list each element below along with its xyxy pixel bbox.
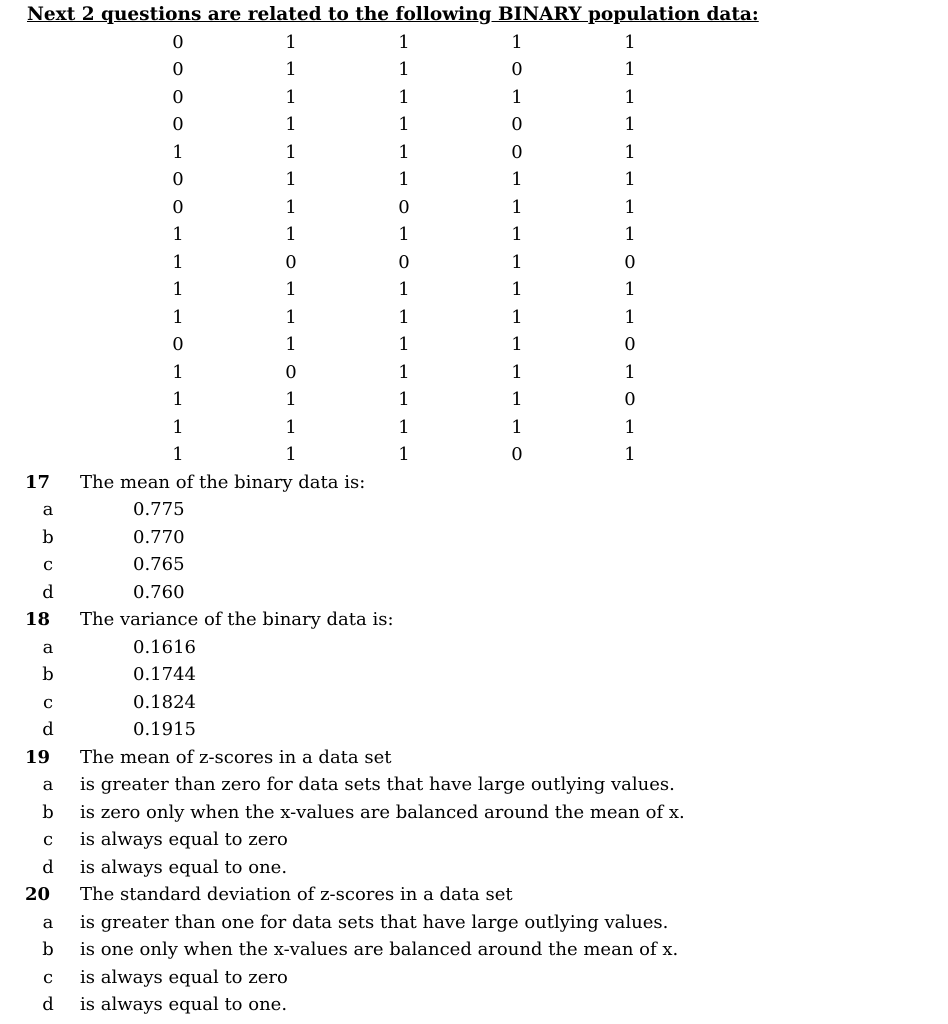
option-letter: a bbox=[42, 774, 54, 795]
data-cell: 1 bbox=[624, 444, 636, 465]
data-cell: 1 bbox=[398, 361, 410, 383]
data-cell: 0 bbox=[511, 114, 523, 135]
data-cell: 1 bbox=[285, 334, 297, 355]
data-cell: 1 bbox=[172, 279, 184, 300]
question-number: 17 bbox=[25, 471, 51, 493]
option-letter: b bbox=[42, 939, 54, 960]
data-cell: 1 bbox=[172, 141, 184, 163]
data-cell: 1 bbox=[624, 31, 636, 53]
data-cell: 1 bbox=[398, 444, 410, 465]
data-cell: 1 bbox=[511, 389, 523, 410]
option-text: 0.775 bbox=[133, 499, 185, 520]
data-cell: 1 bbox=[285, 444, 297, 465]
question-number: 19 bbox=[25, 746, 51, 768]
data-cell: 1 bbox=[285, 416, 297, 438]
question-text: The standard deviation of z-scores in a data set bbox=[80, 884, 513, 905]
option-letter: d bbox=[42, 581, 54, 603]
data-cell: 1 bbox=[624, 416, 636, 438]
data-cell: 0 bbox=[624, 251, 636, 273]
data-cell: 1 bbox=[172, 306, 184, 328]
data-cell: 0 bbox=[172, 86, 184, 108]
data-cell: 1 bbox=[624, 86, 636, 108]
option-letter: a bbox=[42, 499, 54, 520]
data-cell: 1 bbox=[398, 224, 410, 245]
data-cell: 0 bbox=[172, 169, 184, 190]
data-cell: 1 bbox=[511, 306, 523, 328]
data-cell: 1 bbox=[398, 114, 410, 135]
data-cell: 1 bbox=[511, 169, 523, 190]
data-cell: 1 bbox=[624, 196, 636, 218]
data-cell: 1 bbox=[624, 306, 636, 328]
option-text: is always equal to zero bbox=[80, 829, 288, 850]
data-cell: 1 bbox=[398, 389, 410, 410]
option-text: is always equal to one. bbox=[80, 856, 288, 878]
data-cell: 1 bbox=[398, 141, 410, 163]
data-cell: 1 bbox=[511, 86, 523, 108]
option-text: is always equal to one. bbox=[80, 994, 288, 1015]
option-letter: c bbox=[42, 691, 54, 713]
option-letter: d bbox=[42, 719, 54, 740]
data-cell: 1 bbox=[624, 114, 636, 135]
data-cell: 1 bbox=[172, 251, 184, 273]
data-cell: 1 bbox=[511, 196, 523, 218]
option-letter: c bbox=[42, 829, 54, 850]
data-cell: 1 bbox=[398, 86, 410, 108]
data-cell: 1 bbox=[285, 141, 297, 163]
data-cell: 0 bbox=[624, 389, 636, 410]
data-cell: 1 bbox=[285, 114, 297, 135]
question-number: 18 bbox=[25, 609, 51, 630]
option-text: 0.765 bbox=[133, 554, 185, 575]
data-cell: 0 bbox=[172, 59, 184, 80]
option-letter: d bbox=[42, 856, 54, 878]
data-cell: 1 bbox=[172, 416, 184, 438]
question-text: The mean of z-scores in a data set bbox=[80, 746, 392, 768]
option-text: is one only when the x-values are balanced around the mean of x. bbox=[80, 939, 679, 960]
data-cell: 1 bbox=[511, 334, 523, 355]
option-letter: a bbox=[42, 636, 54, 658]
data-cell: 1 bbox=[511, 279, 523, 300]
data-cell: 1 bbox=[285, 86, 297, 108]
data-cell: 1 bbox=[624, 141, 636, 163]
data-cell: 0 bbox=[285, 361, 297, 383]
option-text: 0.1616 bbox=[133, 636, 196, 658]
data-cell: 1 bbox=[398, 279, 410, 300]
option-text: 0.1744 bbox=[133, 664, 196, 685]
data-cell: 1 bbox=[285, 306, 297, 328]
option-text: 0.1824 bbox=[133, 691, 196, 713]
data-cell: 0 bbox=[398, 251, 410, 273]
option-text: is greater than one for data sets that have large outlying values. bbox=[80, 911, 669, 933]
data-cell: 0 bbox=[511, 444, 523, 465]
option-text: 0.760 bbox=[133, 581, 185, 603]
data-cell: 1 bbox=[398, 59, 410, 80]
question-text: The mean of the binary data is: bbox=[80, 471, 366, 493]
data-cell: 1 bbox=[624, 361, 636, 383]
data-cell: 1 bbox=[511, 31, 523, 53]
data-cell: 1 bbox=[172, 361, 184, 383]
data-cell: 1 bbox=[285, 389, 297, 410]
option-letter: c bbox=[42, 554, 54, 575]
data-cell: 1 bbox=[172, 444, 184, 465]
section-title: Next 2 questions are related to the following BINARY population data: bbox=[27, 4, 759, 25]
data-cell: 0 bbox=[172, 31, 184, 53]
data-cell: 1 bbox=[285, 279, 297, 300]
data-cell: 1 bbox=[398, 169, 410, 190]
data-cell: 1 bbox=[511, 361, 523, 383]
data-cell: 0 bbox=[624, 334, 636, 355]
data-cell: 1 bbox=[398, 306, 410, 328]
data-cell: 0 bbox=[511, 141, 523, 163]
question-number: 20 bbox=[25, 884, 51, 905]
data-cell: 1 bbox=[511, 224, 523, 245]
option-text: is always equal to zero bbox=[80, 966, 288, 988]
option-letter: a bbox=[42, 911, 54, 933]
option-letter: b bbox=[42, 664, 54, 685]
option-text: is greater than zero for data sets that have large outlying values. bbox=[80, 774, 675, 795]
data-cell: 1 bbox=[398, 334, 410, 355]
option-text: is zero only when the x-values are balanced around the mean of x. bbox=[80, 801, 685, 823]
data-cell: 1 bbox=[285, 196, 297, 218]
option-text: 0.1915 bbox=[133, 719, 196, 740]
data-cell: 0 bbox=[172, 114, 184, 135]
data-cell: 1 bbox=[511, 416, 523, 438]
data-cell: 1 bbox=[511, 251, 523, 273]
data-cell: 1 bbox=[624, 59, 636, 80]
data-cell: 1 bbox=[285, 224, 297, 245]
data-cell: 1 bbox=[624, 279, 636, 300]
data-cell: 1 bbox=[285, 31, 297, 53]
data-cell: 0 bbox=[172, 196, 184, 218]
question-text: The variance of the binary data is: bbox=[80, 609, 394, 630]
option-letter: d bbox=[42, 994, 54, 1015]
data-cell: 0 bbox=[511, 59, 523, 80]
data-cell: 1 bbox=[624, 169, 636, 190]
option-letter: b bbox=[42, 801, 54, 823]
data-cell: 1 bbox=[285, 169, 297, 190]
data-cell: 0 bbox=[172, 334, 184, 355]
data-cell: 1 bbox=[624, 224, 636, 245]
option-letter: c bbox=[42, 966, 54, 988]
data-cell: 0 bbox=[285, 251, 297, 273]
option-text: 0.770 bbox=[133, 526, 185, 548]
data-cell: 0 bbox=[398, 196, 410, 218]
data-cell: 1 bbox=[398, 416, 410, 438]
data-cell: 1 bbox=[172, 224, 184, 245]
option-letter: b bbox=[42, 526, 54, 548]
data-cell: 1 bbox=[172, 389, 184, 410]
data-cell: 1 bbox=[398, 31, 410, 53]
data-cell: 1 bbox=[285, 59, 297, 80]
